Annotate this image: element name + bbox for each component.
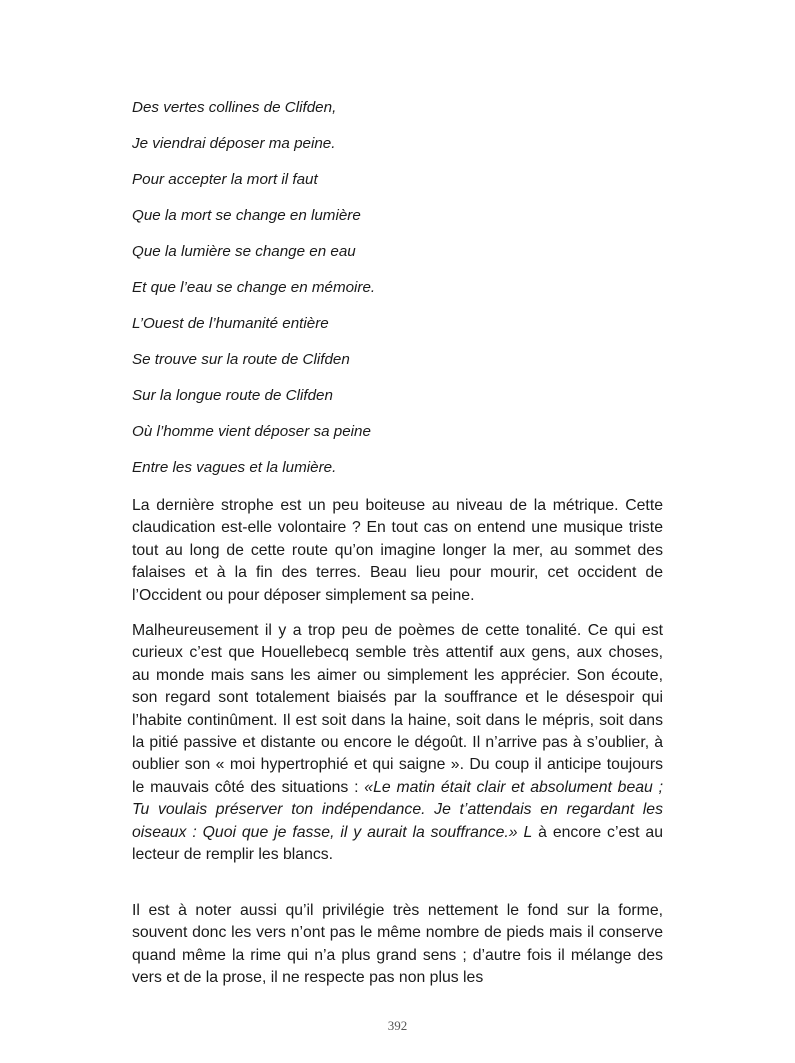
poem-line: Où l’homme vient déposer sa peine <box>132 423 371 440</box>
poem-line: Se trouve sur la route de Clifden <box>132 351 350 368</box>
poem-line: Que la lumière se change en eau <box>132 243 356 260</box>
paragraph-metrics: La dernière strophe est un peu boiteuse au niveau de la métrique. Cette claudication est-elle volontaire ? En tout cas on entend une musique triste tout au long de cette route qu’on imagine longer la mer, au sommet des falaises et à la fin des terres. Beau lieu pour mourir, cet occident de l’Occident ou pour déposer simplement sa peine. <box>132 497 663 604</box>
quoted-verse: «Le matin était clair et absolument beau ; Tu voulais préserver ton indépendance. Je t’attendais en regardant les oiseaux : Quoi que je fasse, il y aurait la souffrance.» L <box>132 778 663 841</box>
poem-line: Et que l’eau se change en mémoire. <box>132 279 376 296</box>
poem-line: Sur la longue route de Clifden <box>132 387 333 404</box>
paragraph-tonality-end: à encore c’est au lecteur de remplir les blancs. <box>132 823 663 864</box>
paragraph-form: Il est à noter aussi qu’il privilégie très nettement le fond sur la forme, souvent donc les vers n’ont pas le même nombre de pieds mais il conserve quand même la rime qui n’a plus grand sens ; d’autre fois il mélange des vers et de la prose, il ne respecte pas non plus les <box>132 902 663 987</box>
poem-line: Je viendrai déposer ma peine. <box>132 135 336 152</box>
paragraph-tonality-start: Malheureusement il y a trop peu de poèmes de cette tonalité. Ce qui est curieux c’est que Houellebecq semble très attentif aux gens, aux choses, au monde mais sans les aimer ou simplement les apprécier. Son écoute, son regard sont totalement biaisés par la souffrance et le désespoir qui l’habite continûment. Il est soit dans la haine, soit dans le mépris, soit dans la pitié passive et distante ou encore le dégoût. Il n’arrive pas à s’oublier, à oublier son « moi hypertrophié et qui saigne ». Du coup il anticipe toujours le mauvais côté des situations : <box>132 622 663 796</box>
poem-line: Que la mort se change en lumière <box>132 207 361 224</box>
paragraph-tonality <box>132 620 663 866</box>
poem-line: L’Ouest de l’humanité entière <box>132 315 329 332</box>
poem-line: Pour accepter la mort il faut <box>132 171 318 188</box>
poem-line: Entre les vagues et la lumière. <box>132 459 337 476</box>
page-number: 392 <box>387 1018 408 1033</box>
poem-block <box>132 98 672 494</box>
poem-line: Des vertes collines de Clifden, <box>132 99 337 116</box>
